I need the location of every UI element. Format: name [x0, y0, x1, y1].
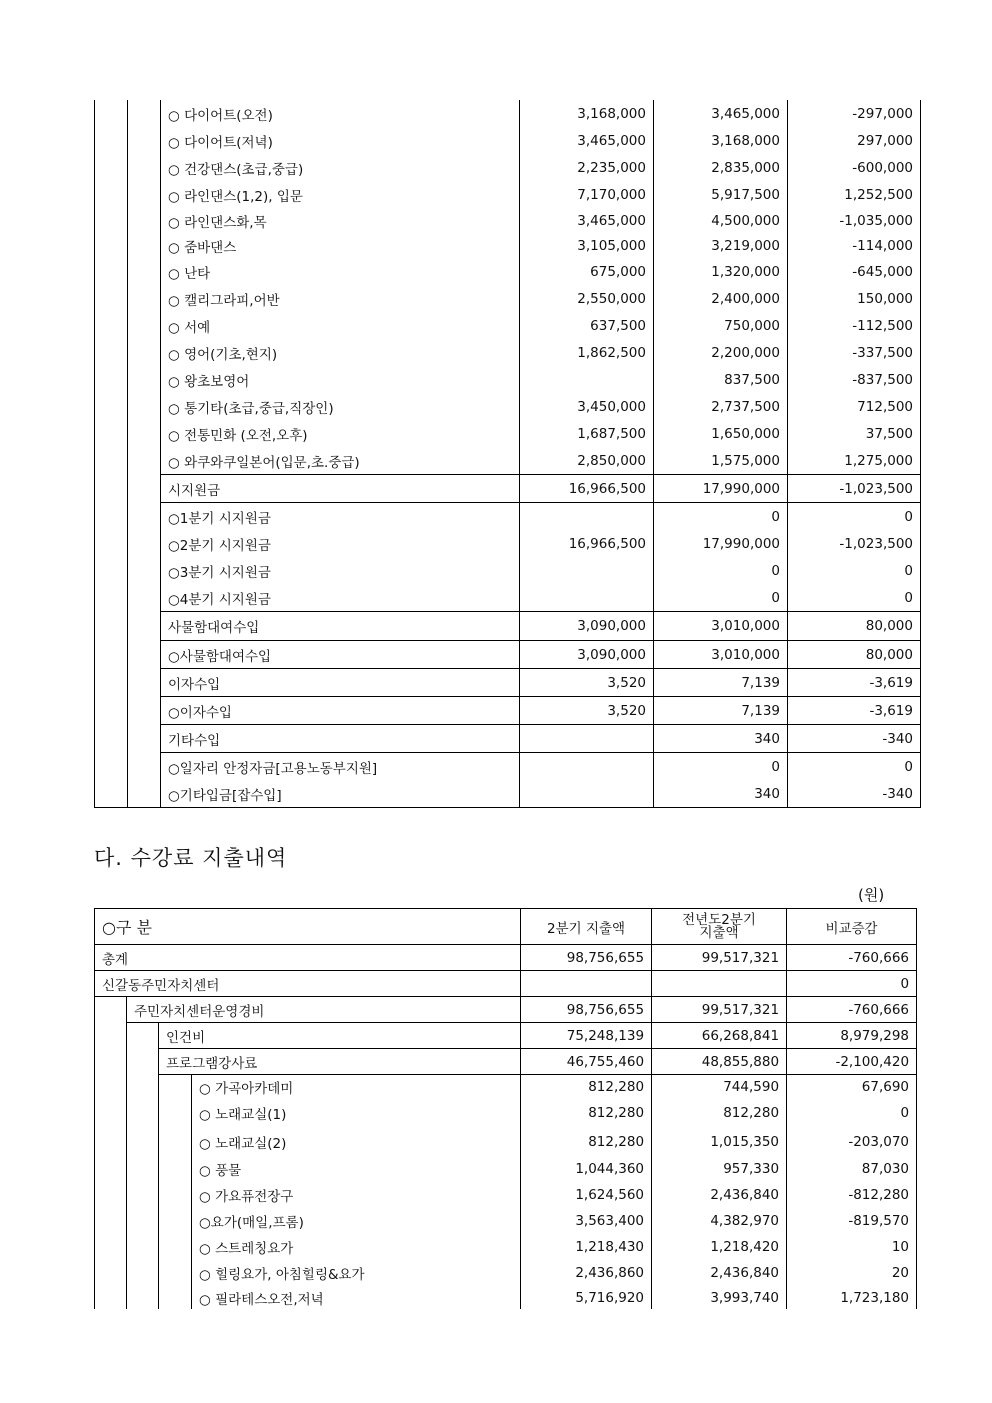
item-current: 3,563,400 [521, 1208, 652, 1234]
item-previous: 812,280 [652, 1098, 787, 1127]
row-previous: 7,139 [654, 669, 788, 697]
indent-cell [95, 997, 127, 1023]
indent-cell [128, 669, 161, 697]
table-row [95, 420, 921, 447]
item-current: 1,218,430 [521, 1234, 652, 1260]
row-label: ○ 난타 [161, 258, 520, 285]
row-label: ○ 왕초보영어 [161, 366, 520, 393]
row-current: 675,000 [520, 258, 654, 285]
item-difference: 10 [787, 1234, 917, 1260]
labor-current: 75,248,139 [521, 1023, 652, 1049]
center-label: 신갈동주민자치센터 [95, 971, 521, 997]
row-label: ○ 영어(기초,현지) [161, 339, 520, 366]
row-previous: 2,400,000 [654, 285, 788, 312]
indent-cell [128, 780, 161, 808]
indent-cell [95, 366, 128, 393]
row-previous: 4,500,000 [654, 208, 788, 233]
expense-table [94, 908, 917, 1309]
item-previous: 2,436,840 [652, 1260, 787, 1286]
row-current: 2,550,000 [520, 285, 654, 312]
indent-cell [128, 285, 161, 312]
item-current: 5,716,920 [521, 1286, 652, 1309]
program-row [95, 1049, 917, 1075]
row-difference: 712,500 [788, 393, 921, 420]
indent-cell [95, 285, 128, 312]
row-difference: -112,500 [788, 312, 921, 339]
row-previous: 0 [654, 503, 788, 531]
item-label: ○ 노래교실(1) [192, 1098, 521, 1127]
row-difference: -297,000 [788, 100, 921, 127]
item-previous: 744,590 [652, 1075, 787, 1099]
item-label: ○ 스트레칭요가 [192, 1234, 521, 1260]
indent-cell [95, 503, 128, 531]
row-difference: 1,275,000 [788, 447, 921, 475]
list-item [95, 1075, 917, 1099]
row-previous: 3,168,000 [654, 127, 788, 154]
list-item [95, 1286, 917, 1309]
indent-cell [127, 1098, 159, 1127]
indent-cell [128, 584, 161, 612]
row-previous: 5,917,500 [654, 181, 788, 208]
table-row [95, 641, 921, 669]
indent-cell [127, 1234, 159, 1260]
indent-cell [95, 641, 128, 669]
unit-label: (원) [858, 886, 885, 904]
indent-cell [159, 1234, 192, 1260]
indent-cell [95, 697, 128, 725]
row-difference: -337,500 [788, 339, 921, 366]
row-difference: -1,035,000 [788, 208, 921, 233]
indent-cell [95, 669, 128, 697]
row-difference: -340 [788, 780, 921, 808]
row-current: 16,966,500 [520, 530, 654, 557]
row-current: 3,465,000 [520, 208, 654, 233]
row-previous: 17,990,000 [654, 530, 788, 557]
header-previous-line1: 전년도2분기 [682, 911, 756, 928]
item-label: ○요가(매일,프롬) [192, 1208, 521, 1234]
row-label: ○사물함대여수입 [161, 641, 520, 669]
indent-cell [95, 181, 128, 208]
row-current: 3,450,000 [520, 393, 654, 420]
row-current: 3,520 [520, 697, 654, 725]
item-label: ○ 가곡아카데미 [192, 1075, 521, 1099]
table-row [95, 584, 921, 612]
indent-cell [127, 1182, 159, 1208]
item-previous: 957,330 [652, 1156, 787, 1182]
item-difference: 0 [787, 1098, 917, 1127]
header-gubun: ○구 분 [95, 909, 521, 945]
indent-cell [128, 366, 161, 393]
indent-cell [95, 1127, 127, 1156]
row-previous: 2,835,000 [654, 154, 788, 181]
indent-cell [127, 1075, 159, 1099]
row-current [520, 557, 654, 584]
indent-cell [159, 1127, 192, 1156]
item-previous: 1,218,420 [652, 1234, 787, 1260]
table-row [95, 697, 921, 725]
indent-cell [95, 1023, 127, 1049]
indent-cell [159, 1182, 192, 1208]
labor-row [95, 1023, 917, 1049]
row-current: 2,235,000 [520, 154, 654, 181]
header-difference: 비교증감 [787, 909, 917, 945]
labor-difference: 8,979,298 [787, 1023, 917, 1049]
table-row [95, 557, 921, 584]
row-difference: 0 [788, 753, 921, 781]
indent-cell [95, 208, 128, 233]
table-row [95, 475, 921, 503]
item-label: ○ 필라테스오전,저녁 [192, 1286, 521, 1309]
indent-cell [95, 780, 128, 808]
row-difference: 80,000 [788, 612, 921, 641]
income-table [94, 100, 921, 808]
indent-cell [159, 1098, 192, 1127]
indent-cell [127, 1260, 159, 1286]
indent-cell [95, 312, 128, 339]
table-row [95, 181, 921, 208]
indent-cell [128, 339, 161, 366]
table-row [95, 447, 921, 475]
item-difference: 87,030 [787, 1156, 917, 1182]
table-row [95, 100, 921, 127]
row-difference: -3,619 [788, 697, 921, 725]
list-item [95, 1260, 917, 1286]
indent-cell [128, 697, 161, 725]
item-current: 1,044,360 [521, 1156, 652, 1182]
section-title: 다. 수강료 지출내역 [94, 846, 288, 870]
row-current [520, 725, 654, 753]
list-item [95, 1127, 917, 1156]
total-label: 총계 [95, 945, 521, 971]
indent-cell [95, 725, 128, 753]
row-difference: 297,000 [788, 127, 921, 154]
indent-cell [128, 612, 161, 641]
table-row [95, 285, 921, 312]
row-label: ○ 라인댄스화,목 [161, 208, 520, 233]
row-current [520, 780, 654, 808]
indent-cell [128, 393, 161, 420]
indent-cell [128, 181, 161, 208]
row-difference: 37,500 [788, 420, 921, 447]
table-row [95, 233, 921, 258]
indent-cell [159, 1286, 192, 1309]
indent-cell [95, 1234, 127, 1260]
row-current [520, 753, 654, 781]
indent-cell [95, 1049, 127, 1075]
indent-cell [128, 208, 161, 233]
row-label: ○ 와쿠와쿠일본어(입문,초.중급) [161, 447, 520, 475]
table-row [95, 503, 921, 531]
row-label: ○ 캘리그라피,어반 [161, 285, 520, 312]
indent-cell [128, 258, 161, 285]
item-label: ○ 노래교실(2) [192, 1127, 521, 1156]
table-row [95, 530, 921, 557]
indent-cell [128, 447, 161, 475]
table-row [95, 127, 921, 154]
row-current: 3,105,000 [520, 233, 654, 258]
row-label: 사물함대여수입 [161, 612, 520, 641]
row-label: 이자수입 [161, 669, 520, 697]
indent-cell [128, 127, 161, 154]
table-row [95, 780, 921, 808]
row-label: ○ 서예 [161, 312, 520, 339]
row-label: 시지원금 [161, 475, 520, 503]
row-difference: 150,000 [788, 285, 921, 312]
row-difference: 0 [788, 557, 921, 584]
indent-cell [159, 1156, 192, 1182]
table-row [95, 339, 921, 366]
indent-cell [95, 339, 128, 366]
list-item [95, 1234, 917, 1260]
row-label: ○ 다이어트(오전) [161, 100, 520, 127]
table-row [95, 154, 921, 181]
row-current [520, 584, 654, 612]
center-difference: 0 [787, 971, 917, 997]
indent-cell [95, 557, 128, 584]
table-header-row [95, 909, 917, 945]
row-previous: 1,575,000 [654, 447, 788, 475]
opex-difference: -760,666 [787, 997, 917, 1023]
indent-cell [95, 1098, 127, 1127]
labor-previous: 66,268,841 [652, 1023, 787, 1049]
indent-cell [95, 612, 128, 641]
program-previous: 48,855,880 [652, 1049, 787, 1075]
item-difference: -812,280 [787, 1182, 917, 1208]
center-previous [652, 971, 787, 997]
row-label: ○ 라인댄스(1,2), 입문 [161, 181, 520, 208]
item-previous: 4,382,970 [652, 1208, 787, 1234]
row-previous: 0 [654, 557, 788, 584]
indent-cell [95, 1286, 127, 1309]
opex-current: 98,756,655 [521, 997, 652, 1023]
indent-cell [95, 1075, 127, 1099]
table-row [95, 753, 921, 781]
row-previous: 340 [654, 780, 788, 808]
program-difference: -2,100,420 [787, 1049, 917, 1075]
indent-cell [95, 1156, 127, 1182]
row-difference: 0 [788, 584, 921, 612]
row-current: 2,850,000 [520, 447, 654, 475]
row-current: 3,090,000 [520, 612, 654, 641]
indent-cell [128, 154, 161, 181]
indent-cell [95, 584, 128, 612]
item-difference: 67,690 [787, 1075, 917, 1099]
row-previous: 0 [654, 584, 788, 612]
row-label: ○ 줌바댄스 [161, 233, 520, 258]
indent-cell [128, 420, 161, 447]
row-previous: 3,465,000 [654, 100, 788, 127]
item-previous: 2,436,840 [652, 1182, 787, 1208]
labor-label: 인건비 [159, 1023, 521, 1049]
row-difference: -1,023,500 [788, 530, 921, 557]
indent-cell [127, 1023, 159, 1049]
indent-cell [159, 1075, 192, 1099]
program-label: 프로그램강사료 [159, 1049, 521, 1075]
indent-cell [128, 557, 161, 584]
item-label: ○ 힐링요가, 아침힐링&요가 [192, 1260, 521, 1286]
table-row [95, 366, 921, 393]
list-item [95, 1182, 917, 1208]
row-previous: 3,010,000 [654, 612, 788, 641]
indent-cell [128, 641, 161, 669]
opex-previous: 99,517,321 [652, 997, 787, 1023]
row-previous: 17,990,000 [654, 475, 788, 503]
row-current [520, 503, 654, 531]
indent-cell [128, 503, 161, 531]
row-previous: 2,200,000 [654, 339, 788, 366]
row-previous: 340 [654, 725, 788, 753]
indent-cell [95, 530, 128, 557]
opex-label: 주민자치센터운영경비 [127, 997, 521, 1023]
row-previous: 750,000 [654, 312, 788, 339]
row-label: 기타수입 [161, 725, 520, 753]
item-difference: 1,723,180 [787, 1286, 917, 1309]
program-current: 46,755,460 [521, 1049, 652, 1075]
indent-cell [95, 1208, 127, 1234]
row-previous: 3,219,000 [654, 233, 788, 258]
row-label: ○4분기 시지원금 [161, 584, 520, 612]
row-current: 3,520 [520, 669, 654, 697]
row-difference: -3,619 [788, 669, 921, 697]
row-label: ○이자수입 [161, 697, 520, 725]
row-current: 1,687,500 [520, 420, 654, 447]
row-label: ○기타입금[잡수입] [161, 780, 520, 808]
row-label: ○ 다이어트(저녁) [161, 127, 520, 154]
total-previous: 99,517,321 [652, 945, 787, 971]
item-difference: -819,570 [787, 1208, 917, 1234]
indent-cell [127, 1156, 159, 1182]
row-difference: -340 [788, 725, 921, 753]
table-row [95, 312, 921, 339]
total-row [95, 945, 917, 971]
indent-cell [128, 475, 161, 503]
item-previous: 3,993,740 [652, 1286, 787, 1309]
indent-cell [95, 447, 128, 475]
indent-cell [127, 1127, 159, 1156]
row-previous: 1,650,000 [654, 420, 788, 447]
row-previous: 1,320,000 [654, 258, 788, 285]
indent-cell [95, 420, 128, 447]
list-item [95, 1208, 917, 1234]
indent-cell [95, 753, 128, 781]
indent-cell [128, 530, 161, 557]
indent-cell [95, 1260, 127, 1286]
row-current: 637,500 [520, 312, 654, 339]
row-label: ○1분기 시지원금 [161, 503, 520, 531]
row-current: 1,862,500 [520, 339, 654, 366]
indent-cell [95, 127, 128, 154]
indent-cell [128, 233, 161, 258]
table-row [95, 208, 921, 233]
row-difference: -1,023,500 [788, 475, 921, 503]
indent-cell [95, 154, 128, 181]
row-label: ○ 건강댄스(초급,중급) [161, 154, 520, 181]
total-difference: -760,666 [787, 945, 917, 971]
table-row [95, 612, 921, 641]
indent-cell [128, 753, 161, 781]
opex-row [95, 997, 917, 1023]
row-current: 3,090,000 [520, 641, 654, 669]
row-label: ○3분기 시지원금 [161, 557, 520, 584]
row-current: 7,170,000 [520, 181, 654, 208]
table-row [95, 393, 921, 420]
header-previous-line2: 지출액 [699, 924, 739, 941]
header-current-quarter: 2분기 지출액 [521, 909, 652, 945]
row-difference: 0 [788, 503, 921, 531]
row-label: ○ 전통민화 (오전,오후) [161, 420, 520, 447]
table-row [95, 258, 921, 285]
item-current: 1,624,560 [521, 1182, 652, 1208]
row-difference: -645,000 [788, 258, 921, 285]
total-current: 98,756,655 [521, 945, 652, 971]
indent-cell [95, 233, 128, 258]
item-difference: -203,070 [787, 1127, 917, 1156]
list-item [95, 1098, 917, 1127]
center-current [521, 971, 652, 997]
row-difference: -600,000 [788, 154, 921, 181]
row-difference: 80,000 [788, 641, 921, 669]
row-current [520, 366, 654, 393]
row-current: 3,465,000 [520, 127, 654, 154]
item-current: 2,436,860 [521, 1260, 652, 1286]
row-previous: 2,737,500 [654, 393, 788, 420]
indent-cell [95, 100, 128, 127]
list-item [95, 1156, 917, 1182]
row-difference: 1,252,500 [788, 181, 921, 208]
item-current: 812,280 [521, 1127, 652, 1156]
indent-cell [95, 393, 128, 420]
indent-cell [95, 258, 128, 285]
row-current: 3,168,000 [520, 100, 654, 127]
indent-cell [159, 1260, 192, 1286]
row-label: ○ 통기타(초급,중급,직장인) [161, 393, 520, 420]
row-difference: -114,000 [788, 233, 921, 258]
item-label: ○ 풍물 [192, 1156, 521, 1182]
indent-cell [159, 1208, 192, 1234]
center-row [95, 971, 917, 997]
indent-cell [95, 1182, 127, 1208]
row-previous: 3,010,000 [654, 641, 788, 669]
item-current: 812,280 [521, 1098, 652, 1127]
indent-cell [127, 1049, 159, 1075]
row-label: ○2분기 시지원금 [161, 530, 520, 557]
row-previous: 7,139 [654, 697, 788, 725]
indent-cell [127, 1286, 159, 1309]
item-current: 812,280 [521, 1075, 652, 1099]
row-label: ○일자리 안정자금[고용노동부지원] [161, 753, 520, 781]
header-previous-quarter [652, 909, 787, 945]
indent-cell [128, 100, 161, 127]
indent-cell [127, 1208, 159, 1234]
item-label: ○ 가요퓨전장구 [192, 1182, 521, 1208]
indent-cell [95, 475, 128, 503]
item-previous: 1,015,350 [652, 1127, 787, 1156]
indent-cell [128, 725, 161, 753]
table-row [95, 669, 921, 697]
row-current: 16,966,500 [520, 475, 654, 503]
item-difference: 20 [787, 1260, 917, 1286]
row-previous: 0 [654, 753, 788, 781]
row-difference: -837,500 [788, 366, 921, 393]
table-row [95, 725, 921, 753]
indent-cell [128, 312, 161, 339]
row-previous: 837,500 [654, 366, 788, 393]
